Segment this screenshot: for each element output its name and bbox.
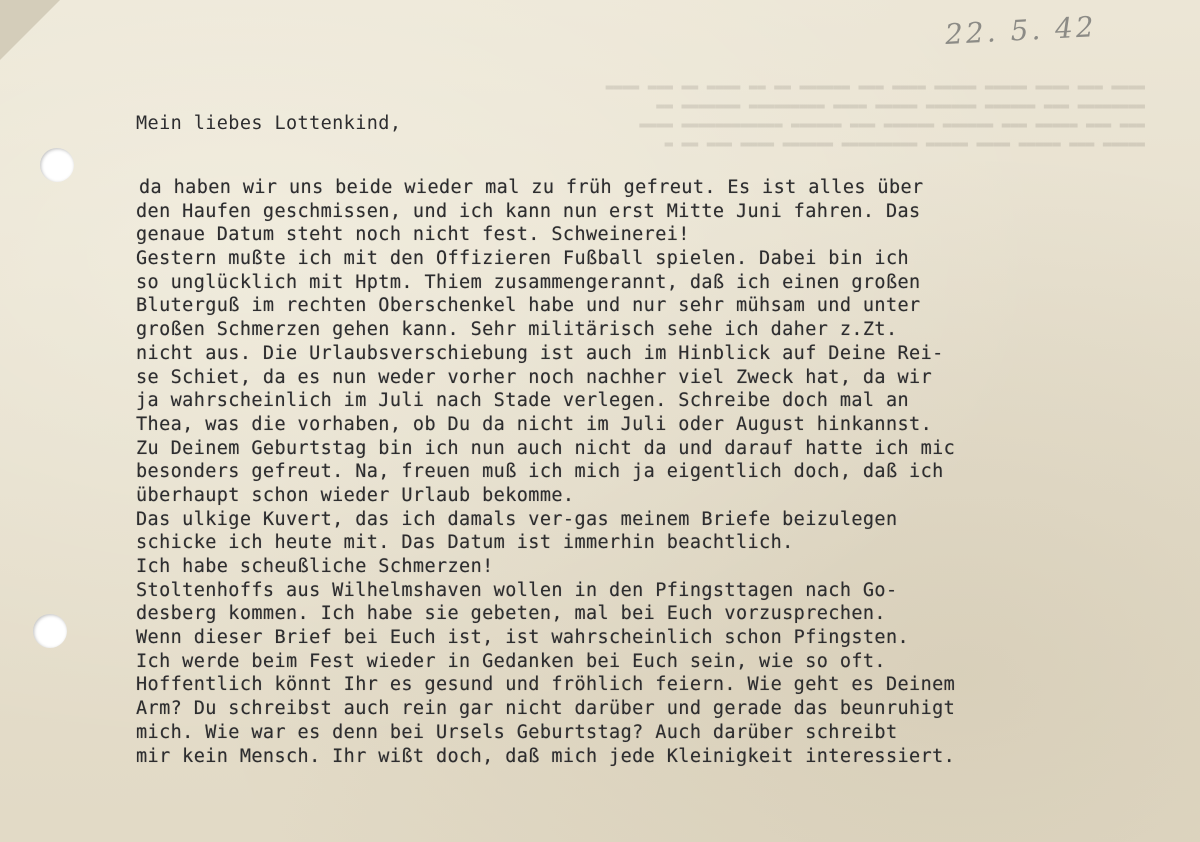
punch-hole-bottom (33, 614, 67, 648)
text-line: schicke ich heute mit. Das Datum ist immerhin beachtlich. (136, 532, 794, 554)
text-line: genaue Datum steht noch nicht fest. Schweinerei! (136, 224, 690, 246)
text-line: da haben wir uns beide wieder mal zu früh gefreut. Es ist alles über (139, 177, 924, 198)
text-line: besonders gefreut. Na, freuen muß ich mich ja eigentlich doch, daß ich (136, 461, 944, 483)
text-line: Thea, was die vorhaben, ob Du da nicht im Juli oder August hinkannst. (136, 413, 933, 435)
text-line: se Schiet, da es nun weder vorher noch nachher viel Zweck hat, da wir (136, 366, 933, 388)
letter-body (136, 112, 1186, 768)
salutation: Mein liebes Lottenkind, (136, 113, 402, 134)
text-line: so unglücklich mit Hptm. Thiem zusammengerannt, daß ich einen großen (136, 271, 921, 293)
text-line: großen Schmerzen gehen kann. Sehr militärisch sehe ich daher z.Zt. (136, 319, 898, 341)
text-line: überhaupt schon wieder Urlaub bekomme. (136, 484, 575, 506)
text-line: Arm? Du schreibst auch rein gar nicht darüber und gerade das beunruhigt (136, 698, 956, 720)
text-line: Gestern mußte ich mit den Offizieren Fußball spielen. Dabei bin ich (136, 248, 910, 270)
text-line: Wenn dieser Brief bei Euch ist, ist wahrscheinlich schon Pfingsten. (136, 627, 910, 649)
text-line: Stoltenhoffs aus Wilhelmshaven wollen in den Pfingsttagen nach Go- (136, 579, 898, 601)
text-line: ja wahrscheinlich im Juli nach Stade verlegen. Schreibe doch mal an (136, 390, 910, 412)
letter-text (136, 176, 1186, 768)
text-line: nicht aus. Die Urlaubsverschiebung ist auch im Hinblick auf Deine Rei- (136, 342, 944, 364)
text-line: Ich werde beim Fest wieder in Gedanken bei Euch sein, wie so oft. (136, 650, 886, 672)
text-line: Bluterguß im rechten Oberschenkel habe und nur sehr mühsam und unter (136, 295, 921, 317)
text-line: Hoffentlich könnt Ihr es gesund und fröhlich feiern. Wie geht es Deinem (136, 674, 956, 696)
folded-corner (0, 0, 60, 60)
show-through-texture: ▬▬▬▬ ▬▬▬ ▬▬▬▬ ▬▬▬▬▬ ▬▬▬▬▬ ▬▬▬▬ ▬▬▬ ▬▬▬▬▬▬ ▬▬ ▬▬ ▬▬▬▬ ▬▬ ▬▬▬ ▬▬▬▬ ▬▬▬▬▬▬▬▬ ▬▬▬ ▬▬▬▬▬▬ ▬▬▬▬▬▬ ▬▬▬▬▬ ▬▬▬▬ ▬▬▬▬▬▬▬▬▬ ▬▬▬▬▬▬▬ ▬▬ ▬▬▬ ▬▬▬ ▬▬▬▬▬ ▬▬▬ ▬▬▬▬▬▬ ▬▬▬▬▬▬ ▬▬▬ ▬▬▬▬▬▬ ▬▬▬▬▬▬▬▬▬▬▬▬ ▬▬▬▬ ▬▬▬▬▬ ▬▬▬ ▬▬▬▬▬ ▬▬▬▬ ▬▬▬▬▬ ▬▬▬▬▬▬▬▬▬ ▬▬▬▬▬▬ ▬▬▬▬ ▬▬▬ ▬▬ ▬ (605, 79, 1145, 152)
text-line: Ich habe scheußliche Schmerzen! (136, 556, 494, 577)
punch-hole-top (40, 148, 74, 182)
text-line: Zu Deinem Geburtstag bin ich nun auch nicht da und darauf hatte ich mic (136, 437, 956, 459)
text-line: mir kein Mensch. Ihr wißt doch, daß mich jede Kleinigkeit interessiert. (136, 745, 956, 767)
text-line: mich. Wie war es denn bei Ursels Geburtstag? Auch darüber schreibt (136, 721, 898, 743)
text-line: desberg kommen. Ich habe sie gebeten, mal bei Euch vorzusprechen. (136, 603, 886, 625)
text-line: den Haufen geschmissen, und ich kann nun erst Mitte Juni fahren. Das (136, 200, 921, 222)
handwritten-date: 22. 5. 42 (944, 10, 1098, 51)
text-line: Das ulkige Kuvert, das ich damals ver-gas meinem Briefe beizulegen (136, 508, 898, 530)
